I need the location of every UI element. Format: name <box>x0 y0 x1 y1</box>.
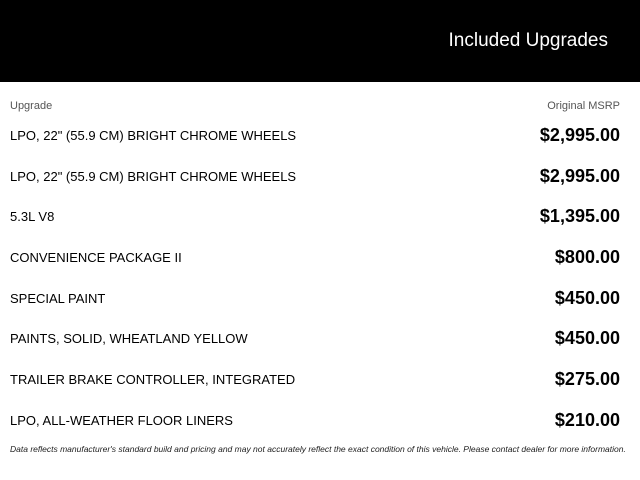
upgrade-name: LPO, 22" (55.9 CM) BRIGHT CHROME WHEELS <box>10 127 297 143</box>
upgrade-price: $275.00 <box>554 368 620 389</box>
msrp-column-header: Original MSRP <box>547 100 620 112</box>
list-item <box>0 196 640 237</box>
list-item <box>0 400 640 441</box>
upgrade-column-header: Upgrade <box>10 100 53 112</box>
list-item <box>0 237 640 278</box>
page-title: Included Upgrades <box>448 30 608 51</box>
upgrades-list <box>0 115 640 441</box>
upgrade-price: $1,395.00 <box>539 206 620 227</box>
upgrade-price: $800.00 <box>554 246 620 267</box>
disclaimer-text: Data reflects manufacturer's standard build and pricing and may not accurately reflect the exact condition of this vehicle. Please contact dealer for more information. <box>10 444 626 454</box>
list-item <box>0 359 640 400</box>
upgrade-name: PAINTS, SOLID, WHEATLAND YELLOW <box>10 331 248 347</box>
upgrade-name: LPO, ALL-WEATHER FLOOR LINERS <box>10 412 233 428</box>
upgrade-name: 5.3L V8 <box>10 209 55 225</box>
list-item <box>0 115 640 156</box>
list-item <box>0 318 640 359</box>
list-item <box>0 156 640 197</box>
list-item <box>0 278 640 319</box>
upgrade-price: $450.00 <box>554 287 620 308</box>
upgrade-name: SPECIAL PAINT <box>10 290 106 306</box>
header-banner <box>0 0 640 82</box>
upgrade-name: TRAILER BRAKE CONTROLLER, INTEGRATED <box>10 371 296 387</box>
upgrade-price: $210.00 <box>554 409 620 430</box>
upgrade-name: LPO, 22" (55.9 CM) BRIGHT CHROME WHEELS <box>10 168 297 184</box>
upgrade-name: CONVENIENCE PACKAGE II <box>10 249 182 265</box>
upgrade-price: $2,995.00 <box>539 165 620 186</box>
upgrade-price: $2,995.00 <box>539 124 620 145</box>
upgrade-price: $450.00 <box>554 328 620 349</box>
